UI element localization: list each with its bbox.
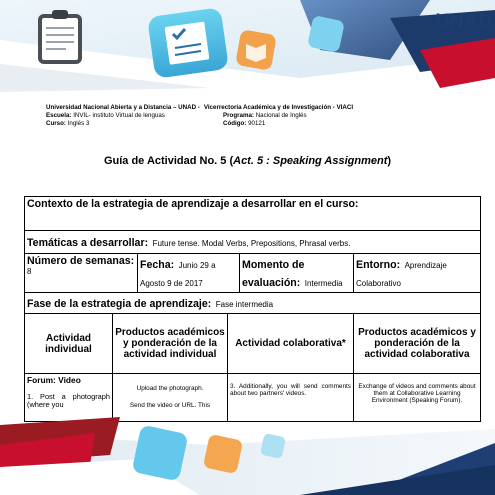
tematicas-value: Future tense. Modal Verbs, Prepositions, Phrasal verbs. (152, 239, 351, 248)
semanas-cell (25, 254, 138, 293)
fecha-cell (138, 254, 240, 293)
fase-cell (25, 293, 481, 314)
context-label: Contexto de la estrategia de aprendizaje a desarrollar en el curso: (25, 197, 481, 231)
title-italic: Act. 5 : Speaking Assignment (233, 155, 388, 167)
fase-row (25, 293, 481, 314)
title-suffix: ) (387, 155, 392, 167)
programa-value: Nacional de Inglés (255, 112, 307, 119)
column-header-row (25, 314, 481, 374)
tematicas-row (25, 231, 481, 254)
entorno-cell (354, 254, 481, 293)
tematicas-cell (25, 231, 481, 254)
collaborative-products-cell: Exchange of videos and comments about them at Collaborative Learning Environment (Speaking Forum). (354, 374, 481, 422)
activity-guide-table (24, 196, 481, 422)
title-prefix: Guía de Actividad No. 5 ( (103, 155, 234, 167)
page-title (0, 155, 495, 167)
fase-label: Fase de la estrategia de aprendizaje: (27, 298, 212, 310)
individual-activity-text: 1. Post a photograph (where you (27, 392, 110, 409)
tematicas-label: Temáticas a desarrollar: (27, 237, 149, 249)
vicerrectoria: Vicerrectoría Académica y de Investigación - VIACI (203, 104, 354, 111)
individual-products-text-1: Upload the photograph. (136, 385, 204, 392)
forum-label: Forum: Video (27, 375, 81, 385)
university-name: Universidad Nacional Abierta y a Distancia – UNAD - (46, 104, 200, 111)
col-actividad-individual: Actividad individual (25, 314, 113, 374)
curso-label: Curso: (46, 120, 66, 127)
fecha-label: Fecha: (140, 259, 175, 271)
programa-label: Programa: (223, 112, 254, 119)
col-productos-colaborativa: Productos académicos y ponderación de la actividad colaborativa (354, 314, 481, 374)
entorno-label: Entorno: (356, 259, 401, 271)
semanas-label: Número de semanas: (27, 255, 135, 267)
codigo-value: 90121 (248, 120, 266, 127)
unad-logo-sub-2: Abierta y a Distancia (444, 36, 484, 41)
unad-logo-sub-1: Universidad Nacional (444, 31, 484, 36)
semanas-value: 8 (27, 267, 32, 276)
momento-label: Momento de evaluación: (242, 259, 305, 289)
escuela-label: Escuela: (46, 112, 72, 119)
book-icon (234, 28, 278, 72)
info-row (25, 254, 481, 293)
codigo-label: Código: (223, 120, 247, 127)
unad-logo-text: UNAD (435, 11, 493, 32)
col-actividad-colaborativa: Actividad colaborativa* (228, 314, 354, 374)
fecha-value: Junio 29 a Agosto 9 de 2017 (140, 261, 216, 288)
fase-value: Fase intermedia (215, 300, 274, 309)
curso-value: Inglés 3 (67, 120, 90, 127)
context-row (25, 197, 481, 231)
individual-products-text-2: Send the video or URL. This (129, 402, 211, 409)
entorno-value: Aprendizaje Colaborativo (356, 261, 447, 288)
clipboard-icon (32, 6, 92, 68)
tablet-checklist-icon (145, 4, 235, 80)
momento-cell (240, 254, 354, 293)
unad-logo (434, 4, 494, 48)
escuela-value: INVIL- instituto Virtual de lenguas (73, 112, 165, 119)
col-productos-individual: Productos académicos y ponderación de la actividad individual (113, 314, 228, 374)
footer-decoration (0, 415, 495, 495)
collaborative-activity-cell: 3. Additionally, you will send comments about two partners' videos. (228, 374, 354, 422)
decor-square (306, 14, 346, 54)
header-metadata-right (223, 112, 307, 128)
header-metadata (46, 104, 353, 128)
momento-value: Intermedia (304, 279, 343, 288)
